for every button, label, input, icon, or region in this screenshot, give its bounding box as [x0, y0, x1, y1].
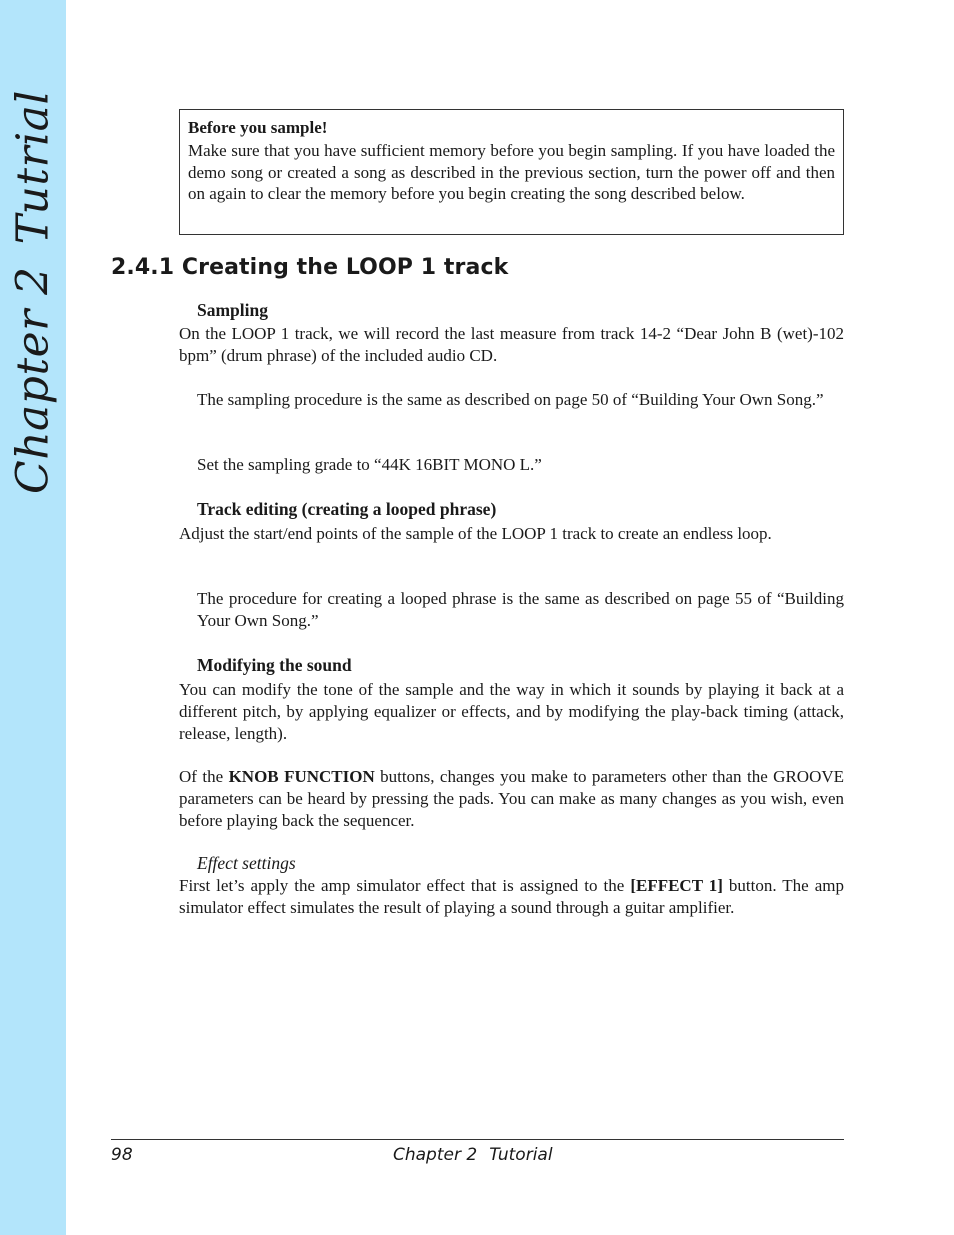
- paragraph-sampling-1: On the LOOP 1 track, we will record the last measure from track 14-2 “Dear John B (wet)-102 bpm” (drum phrase) of the included audio CD.: [179, 324, 844, 365]
- text-run: buttons, changes you make to parameters other than the GROOVE parameters can be heard by pressing the pads. You can make as many changes as you wish, even before playing back the sequencer.: [179, 767, 845, 830]
- subheading-modifying: Modifying the sound: [197, 655, 352, 675]
- text-run: Of the: [179, 767, 229, 786]
- paragraph-sampling-3: Set the sampling grade to “44K 16BIT MONO L.”: [197, 455, 542, 474]
- knob-function-label: KNOB FUNCTION: [228, 767, 375, 786]
- text-run: button. The amp simulator effect simulates the result of playing a sound through a guitar amplifier.: [179, 876, 845, 917]
- paragraph-track-editing-2: The procedure for creating a looped phrase is the same as described on page 55 of “Building Your Own Song.”: [197, 589, 844, 630]
- text-run: First let’s apply the amp simulator effect that is assigned to the: [179, 876, 631, 895]
- footer-chapter-title: [393, 1145, 553, 1165]
- paragraph-modifying-2: [179, 766, 844, 831]
- subheading-effect-settings: Effect settings: [197, 853, 296, 873]
- subheading-sampling: Sampling: [197, 300, 268, 320]
- side-chapter-title: [8, 90, 59, 494]
- note-body: Make sure that you have sufficient memory before you begin sampling. If you have loaded the demo song or created a song as described in the previous section, turn the power off and then on again to clear the memory before you begin creating the song described below.: [188, 141, 835, 204]
- paragraph-track-editing-1: Adjust the start/end points of the sample of the LOOP 1 track to create an endless loop.: [179, 524, 772, 543]
- side-chapter-label: Chapter 2: [7, 266, 59, 494]
- subheading-track-editing: Track editing (creating a looped phrase): [197, 499, 497, 519]
- footer-page-number: 98: [111, 1145, 133, 1165]
- paragraph-effect-1: [179, 875, 844, 919]
- chapter-side-strip: [0, 0, 66, 1235]
- side-section-label: Tutrial: [7, 90, 59, 245]
- note-box: [179, 109, 844, 235]
- footer-rule: [111, 1139, 844, 1140]
- effect-1-button-label: [EFFECT 1]: [630, 876, 723, 895]
- paragraph-sampling-2: The sampling procedure is the same as described on page 50 of “Building Your Own Song.”: [197, 390, 824, 409]
- section-heading: 2.4.1 Creating the LOOP 1 track: [111, 255, 509, 280]
- footer-section-label: Tutorial: [489, 1145, 553, 1165]
- note-title: Before you sample!: [188, 118, 328, 137]
- paragraph-modifying-1: You can modify the tone of the sample and the way in which it sounds by playing it back at a different pitch, by applying equalizer or effects, and by modifying the play-back timing (attack, release, length).: [179, 680, 844, 743]
- footer-chapter-label: Chapter 2: [393, 1145, 478, 1165]
